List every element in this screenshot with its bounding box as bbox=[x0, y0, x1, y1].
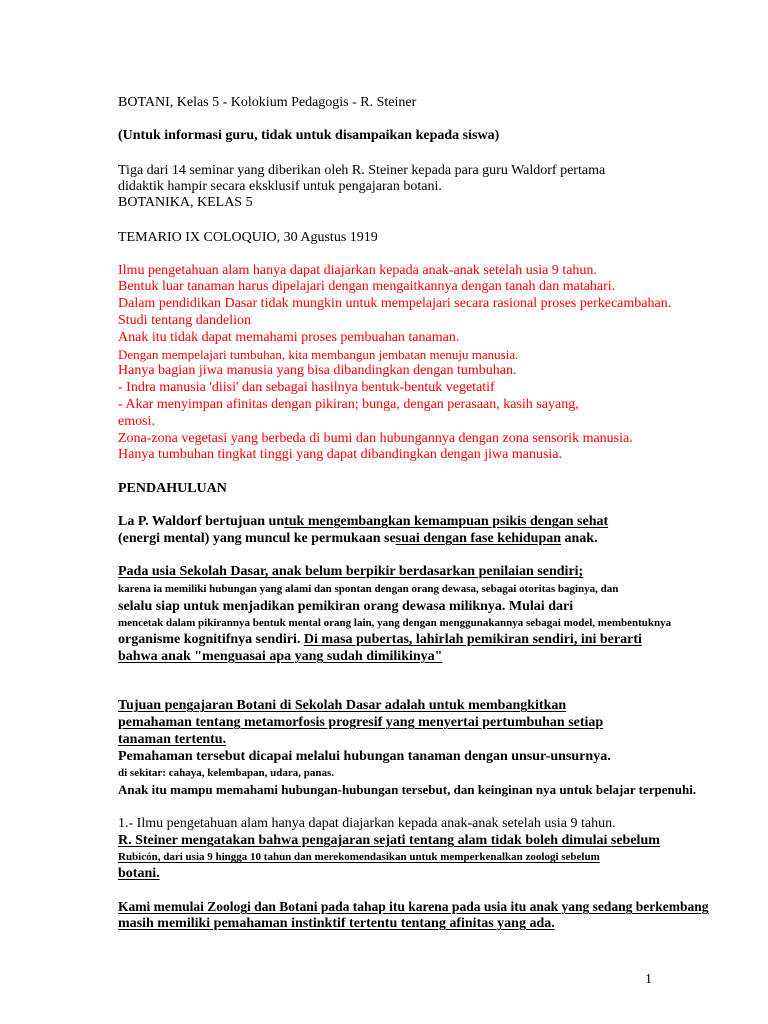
p2-l6: bahwa anak "menguasai apa yang sudah dimilikinya" bbox=[118, 649, 443, 664]
p3-l3: tanaman tertentu. bbox=[118, 732, 227, 747]
p1-line-1 bbox=[118, 515, 634, 529]
intro-line-1: Tiga dari 14 seminar yang diberikan oleh R. Steiner kepada para guru Waldorf pertama bbox=[118, 163, 606, 178]
red-list-item: Dalam pendidikan Dasar tidak mungkin untuk mempelajari secara rasional proses perkecambahan. bbox=[118, 296, 672, 311]
p5-line-1 bbox=[118, 900, 709, 915]
red-list-item: Ilmu pengetahuan alam hanya dapat diajarkan kepada anak-anak setelah usia 9 tahun. bbox=[118, 263, 597, 278]
p1-l2-b: suai dengan fase kehidupan bbox=[395, 531, 562, 546]
p2-line-4: mencetak dalam pikirannya bentuk mental orang lain, yang dengan menggunakannya sebagai model, membentuknya bbox=[118, 617, 672, 629]
p1-l1-b: tuk mengembangkan kemampuan psikis dengan sehat bbox=[284, 514, 609, 529]
p1-l1-a: La P. Waldorf bertujuan un bbox=[118, 514, 285, 529]
p4-line-2 bbox=[118, 834, 660, 848]
p5-line-2 bbox=[118, 917, 569, 931]
p2-line-1 bbox=[118, 565, 625, 579]
p3-line-4: Pemahaman tersebut dicapai melalui hubungan tanaman dengan unsur-unsurnya. bbox=[118, 749, 611, 764]
p3-line-1 bbox=[118, 699, 582, 713]
p2-line-5 bbox=[118, 633, 642, 647]
p4-line-1: 1.- Ilmu pengetahuan alam hanya dapat diajarkan kepada anak-anak setelah usia 9 tahun. bbox=[118, 816, 616, 831]
red-list-item: Studi tentang dandelion bbox=[118, 313, 251, 328]
red-list-item: emosi. bbox=[118, 414, 155, 429]
p4-line-3 bbox=[118, 852, 600, 863]
p2-l1: Pada usia Sekolah Dasar, anak belum berpikir berdasarkan penilaian sendiri; bbox=[118, 564, 584, 579]
page-number: 1 bbox=[645, 972, 652, 987]
intro-line-3: BOTANIKA, KELAS 5 bbox=[118, 195, 253, 210]
p2-line-2: karena ia memiliki hubungan yang alami dan spontan dengan orang dewasa, sebagai otoritas baginya, dan bbox=[118, 583, 619, 595]
red-list-item: Dengan mempelajari tumbuhan, kita membangun jembatan menuju manusia. bbox=[118, 347, 519, 362]
red-list-item: Anak itu tidak dapat memahami proses pembuahan tanaman. bbox=[118, 330, 460, 345]
p4-l4: botani. bbox=[118, 866, 160, 881]
temario-heading: TEMARIO IX COLOQUIO, 30 Agustus 1919 bbox=[118, 230, 378, 245]
p3-l6: Anak itu mampu memahami hubungan-hubungan tersebut, dan keinginan nya untuk belajar terpenuhi. bbox=[118, 782, 697, 797]
p2-line-3: selalu siap untuk menjadikan pemikiran orang dewasa miliknya. Mulai dari bbox=[118, 599, 574, 614]
p2-l5-b: Di masa pubertas, lahirlah pemikiran sendiri, ini berarti bbox=[303, 632, 642, 647]
red-list-item: Bentuk luar tanaman harus dipelajari dengan mengaitkannya dengan tanah dan matahari. bbox=[118, 279, 616, 294]
p5-l2: masih memiliki pemahaman instinktif tertentu tentang afinitas yang ada. bbox=[118, 916, 555, 931]
p4-l2: R. Steiner mengatakan bahwa pengajaran sejati tentang alam tidak boleh dimulai sebelum bbox=[118, 833, 660, 848]
red-list-item: - Akar menyimpan afinitas dengan pikiran; bunga, dengan perasaan, kasih sayang, bbox=[118, 397, 579, 412]
teacher-note: (Untuk informasi guru, tidak untuk disampaikan kepada siswa) bbox=[118, 128, 500, 143]
p3-line-3 bbox=[118, 733, 238, 747]
red-list-item: Hanya tumbuhan tingkat tinggi yang dapat dibandingkan dengan jiwa manusia. bbox=[118, 447, 563, 462]
p2-line-6 bbox=[118, 650, 454, 664]
p3-line-2 bbox=[118, 716, 617, 730]
p5-l1: Kami memulai Zoologi dan Botani pada tahap itu karena pada usia itu anak yang sedang berkembang bbox=[118, 899, 709, 914]
p4-line-4 bbox=[118, 867, 174, 881]
p1-l2-a: (energi mental) yang muncul ke permukaan se bbox=[118, 531, 396, 546]
p2-l5-a: organisme kognitifnya sendiri. bbox=[118, 632, 304, 647]
p4-l3: Rubicón, dari usia 9 hingga 10 tahun dan merekomendasikan untuk memperkenalkan zoologi sebelum bbox=[118, 851, 600, 863]
red-list-item: Zona-zona vegetasi yang berbeda di bumi dan hubungannya dengan zona sensorik manusia. bbox=[118, 431, 633, 446]
p3-line-6 bbox=[118, 783, 696, 798]
p3-l2: pemahaman tentang metamorfosis progresif yang menyertai pertumbuhan setiap bbox=[118, 715, 604, 730]
p1-line-2 bbox=[118, 532, 598, 546]
red-list-item: Hanya bagian jiwa manusia yang bisa dibandingkan dengan tumbuhan. bbox=[118, 363, 517, 378]
p3-line-5: di sekitar: cahaya, kelembapan, udara, panas. bbox=[118, 767, 335, 779]
intro-line-2: didaktik hampir secara eksklusif untuk pengajaran botani. bbox=[118, 179, 442, 194]
doc-title: BOTANI, Kelas 5 - Kolokium Pedagogis - R. Steiner bbox=[118, 95, 417, 110]
p1-l2-c: anak. bbox=[561, 531, 598, 546]
section-heading: PENDAHULUAN bbox=[118, 481, 227, 496]
red-list-item: - Indra manusia 'diisi' dan sebagai hasilnya bentuk-bentuk vegetatif bbox=[118, 380, 495, 395]
p3-l1: Tujuan pengajaran Botani di Sekolah Dasar adalah untuk membangkitkan bbox=[118, 698, 567, 713]
